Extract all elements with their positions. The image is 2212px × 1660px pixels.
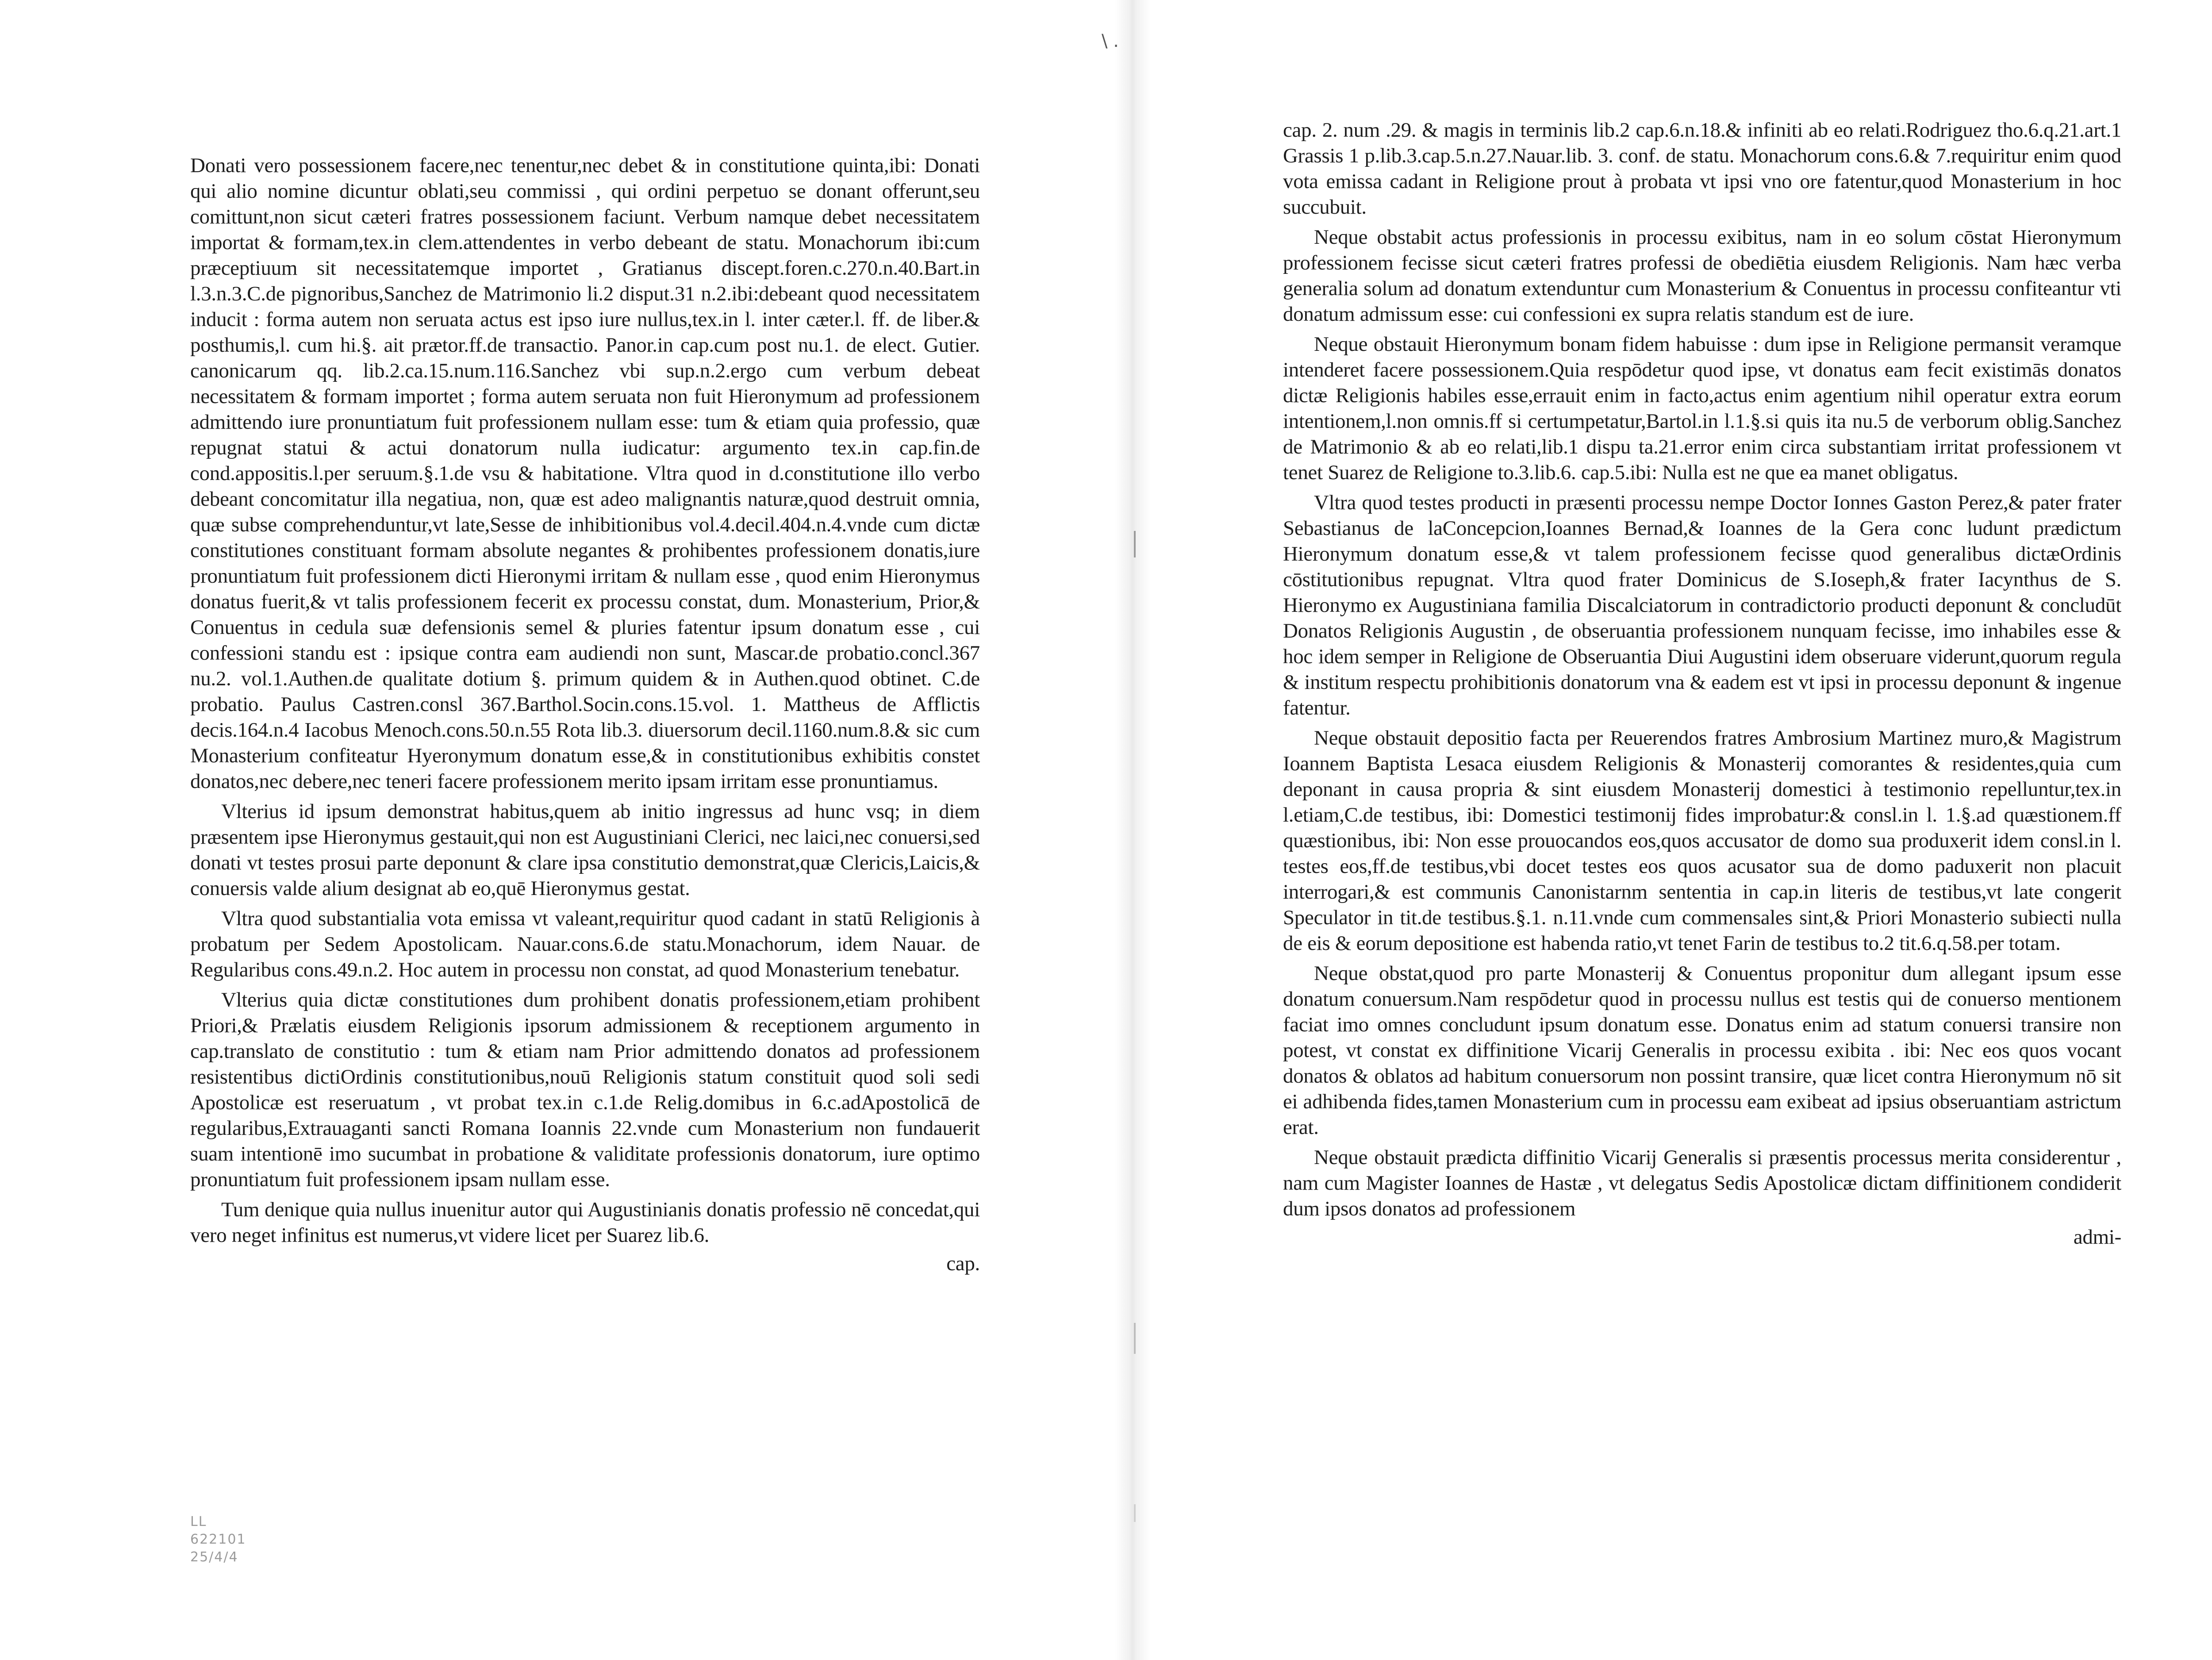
stamp-line: 25/4/4 xyxy=(190,1549,238,1565)
gutter-mark: \ . xyxy=(1102,31,1119,51)
paragraph: Vltra quod testes producti in præsenti processu nempe Doctor Ionnes Gaston Perez,& pater frater Sebastianus de laConcepcion,Ioannes Bernad,& Ioannes de la Gera conc ludunt prædictum Hieronymum donatum esse,& vt talem professionem fecisse quod generalibus dictæOrdinis cōstitutionibus repugnat. Vltra quod frater Dominicus de S.Ioseph,& frater Iacynthus de S. Hieronymo ex Augustiniana familia Discalciatorum in contradictorio producti deponunt & concludūt Donatos Religionis Augustin , de obseruantia professionem nunquam fecisse, imo inhabiles esse & hoc idem semper in Religione de Obseruantia Diui Augustini idem obseruare viderunt,quorum regula & institum respectu prohibitionis donatorum vna & eadem est vt ipsi in processu deponunt & ingenue fatentur. xyxy=(1283,491,2121,719)
catchword: cap. xyxy=(946,1252,980,1275)
gutter-bleed-mark xyxy=(1134,531,1136,557)
paragraph: Neque obstat,quod pro parte Monasterij & Conuentus proponitur dum allegant ipsum esse donatum conuersum.Nam respōdetur quod in processu nullus est testis qui de conuerso mentionem faciat imo omnes concludunt ipsum donatum esse. Donatus enim ad statum conuersi transire non potest, vt constat ex diffinitione Vicarij Generalis in processu exibita . ibi: Nec eos quos vocant donatos & oblatos ad habitum conuersorum non possint transire, quæ licet contra Hieronymum nō sit ei adhibenda fides,tamen Monasterium cum in processu eam exibeat ad ipsius obseruantiam astrictum erat. xyxy=(1283,962,2121,1139)
paragraph: Vltra quod substantialia vota emissa vt valeant,requiritur quod cadant in statū Religionis à probatum per Sedem Apostolicam. Nauar.cons.6.de statu.Monachorum, idem Nauar. de Regularibus cons.49.n.2. Hoc autem in processu non constat, ad quod Monasterium tenebatur. xyxy=(190,907,980,981)
paragraph: Tum denique quia nullus inuenitur autor qui Augustinianis donatis professio nē concedat,qui vero neget infinitus est numerus,vt videre licet per Suarez lib.6. xyxy=(190,1198,980,1247)
paragraph: Vlterius id ipsum demonstrat habitus,quem ab initio ingressus ad hunc vsq; in diem præsentem ipse Hieronymus gestauit,qui non est Augustiniani Clerici, nec laici,nec conuersi,sed donati vt testes prosui parte deponunt & clare ipsa constitutio demonstrat,quæ Clericis,Laicis,& conuersis valde alium designat ab eo,quē Hieronymus gestat. xyxy=(190,800,980,900)
left-page-text xyxy=(190,153,980,1276)
paragraph: Neque obstauit Hieronymum bonam fidem habuisse : dum ipse in Religione permansit veramque intenderet facere possessionem.Quia respōdetur quod ipse, vt donatus eam fecit existimās donatos dictæ Religionis habiles esse,errauit enim in facto,actus enim agentium nihil operatur extra eorum intentionem,l.non omnis.ff si certumpetatur,Bartol.in l.1.§.si quis ita nu.5 de verborum oblig.Sanchez de Matrimonio & ab eo relati,lib.1 dispu ta.21.error enim circa substantiam irritat professionem vt tenet Suarez de Religione to.3.lib.6. cap.5.ibi: Nulla est ne que ea manet obligatus. xyxy=(1283,333,2121,484)
catchword: admi- xyxy=(2073,1226,2121,1249)
paragraph: Neque obstauit prædicta diffinitio Vicarij Generalis si præsentis processus merita considerentur , nam cum Magister Ioannes de Hastæ , vt delegatus Sedis Apostolicæ dictam diffinitionem condiderit dum ipsos donatos ad professionem xyxy=(1283,1146,2121,1220)
book-gutter xyxy=(1115,0,1150,1660)
paragraph: Neque obstabit actus professionis in processu exibitus, nam in eo solum cōstat Hieronymum professionem fecisse sicut cæteri fratres professi de obediētia eiusdem Religionis. Nam hæc verba generalia solum ad donatum extenduntur cum Monasterium & Conuentus in processu confiteantur vti donatum admissum esse: cui confessioni ex supra relatis standum est de iure. xyxy=(1283,226,2121,326)
right-page xyxy=(1150,0,2212,1660)
paragraph: Donati vero possessionem facere,nec tenentur,nec debet & in constitutione quinta,ibi: Donati qui alio nomine dicuntur oblati,seu commissi , qui ordini perpetuo se donant offerunt,seu comittunt,non sicut cæteri fratres possessionem faciunt. Verbum namque debet necessitatem importat & formam,tex.in clem.attendentes in verbo debeant de statu. Monachorum ibi:cum præceptiuum sit necessitatemque importet , Gratianus discept.foren.c.270.n.40.Bart.in l.3.n.3.C.de pignoribus,Sanchez de Matrimonio li.2 disput.31 n.2.ibi:debeant quod necessitatem inducit : forma autem non seruata actus est ipso iure nullus,tex.in l. inter cæter.l. ff. de liber.& posthumis,l. cum hi.§. ait prætor.ff.de transactio. Panor.in cap.cum post nu.1. de elect. Gutier. canonicarum qq. lib.2.ca.15.num.116.Sanchez vbi sup.n.2.ergo cum verbum debeat necessitatem & formam importet ; forma autem seruata non fuit Hieronymum ad professionem admittendo iure pronuntiatum fuit professionem nullam esse: tum & etiam quia professio, quæ repugnat statui & actui donatorum nulla iudicatur: argumento tex.in cap.fin.de cond.appositis.l.per seruum.§.1.de vsu & habitatione. Vltra quod in d.constitutione illo verbo debeant concomitatur illa negatiua, non, quæ est adeo malignantis naturæ,quod destruit omnia, quæ subse comprehenduntur,vt late,Sesse de inhibitionibus vol.4.decil.404.n.4.vnde cum dictæ constitutiones constituant formam absolute negantes & prohibentes professionem donatis,iure pronuntiatum fuit professionem dicti Hieronymi irritam & nullam esse , quod enim Hieronymus donatus fuerit,& vt talis professionem fecerit ex processu constat, dum. Monasterium, Prior,& Conuentus in cedula suæ defensionis semel & pluries fatentur ipsum donatum esse , cui confessioni standu est : ipsique contra eam audiendi non sunt, Mascar.de probatio.concl.367 nu.2. vol.1.Authen.de qualitate dotium §. primum quidem & in Authen.quod obtinet. C.de probatio. Paulus Castren.consl 367.Barthol.Socin.cons.15.vol. 1. Mattheus de Afflictis decis.164.n.4 Iacobus Menoch.cons.50.n.55 Rota lib.3. diuersorum decil.1160.num.8.& sic cum Monasterium confiteatur Hyeronymum donatum esse,& in constitutionibus exhibitis constet donatos,nec debere,nec teneri facere professionem merito ipsam irritam esse pronuntiamus. xyxy=(190,154,980,793)
stamp-line: 622101 xyxy=(190,1532,246,1547)
stamp-line: LL xyxy=(190,1514,207,1529)
gutter-bleed-mark xyxy=(1134,1504,1136,1522)
right-page-text xyxy=(1283,117,2121,1250)
paragraph: cap. 2. num .29. & magis in terminis lib.2 cap.6.n.18.& infiniti ab eo relati.Rodriguez tho.6.q.21.art.1 Grassis 1 p.lib.3.cap.5.n.27.Nauar.lib. 3. conf. de statu. Monachorum cons.6.& 7.requiritur enim quod vota emissa cadant in Religione prout à probata vt ipsi vno ore fatentur,quod Monasterium in hoc succubuit. xyxy=(1283,119,2121,219)
library-stamp xyxy=(190,1513,246,1566)
paragraph: Vlterius quia dictæ constitutiones dum prohibent donatis professionem,etiam prohibent Priori,& Prælatis eiusdem Religionis ipsorum admissionem & receptionem argumento in cap.translato de constitutio : tum & etiam nam Prior admittendo donatos ad professionem resistentibus dictiOrdinis constitutionibus,nouū Religionis statum constituit quod soli sedi Apostolicæ est reseruatum , vt probat tex.in c.1.de Relig.domibus in 6.c.adApostolicā de regularibus,Extrauaganti sancti Romana Ioannis 22.vnde cum Monasterium non fundauerit suam intentionē imo sucumbat in probatione & validitate professionis donatorum, iure optimo pronuntiatum fuit professionem ipsam nullam esse. xyxy=(190,988,980,1191)
paragraph: Neque obstauit depositio facta per Reuerendos fratres Ambrosium Martinez muro,& Magistrum Ioannem Baptista Lesaca eiusdem Religionis & Monasterij comorantes & residentes,quia cum deponant in causa propria & sint eiusdem Monasterij domestici à testimonio repelluntur,tex.in l.etiam,C.de testibus, ibi: Domestici testimonij fides improbatur:& consl.in l. 1.§.ad quæstionem.ff quæstionibus, ibi: Non esse prouocandos eos,quos accusator de domo sua produxerit idem consl.in l. testes eos,ff.de testibus,vbi docet testes eos quos acusator sua de domo paduxerit non placuit interrogari,& est communis Canonistarnm sententia in cap.in literis de testibus,vt late congerit Speculator in tit.de testibus.§.1. n.11.vnde cum commensales sint,& Priori Monasterio subiecti nulla de eis & eorum depositione est habenda ratio,vt tenet Farin de testibus to.2 tit.6.q.58.per totam. xyxy=(1283,726,2121,955)
gutter-bleed-mark xyxy=(1134,1323,1136,1354)
